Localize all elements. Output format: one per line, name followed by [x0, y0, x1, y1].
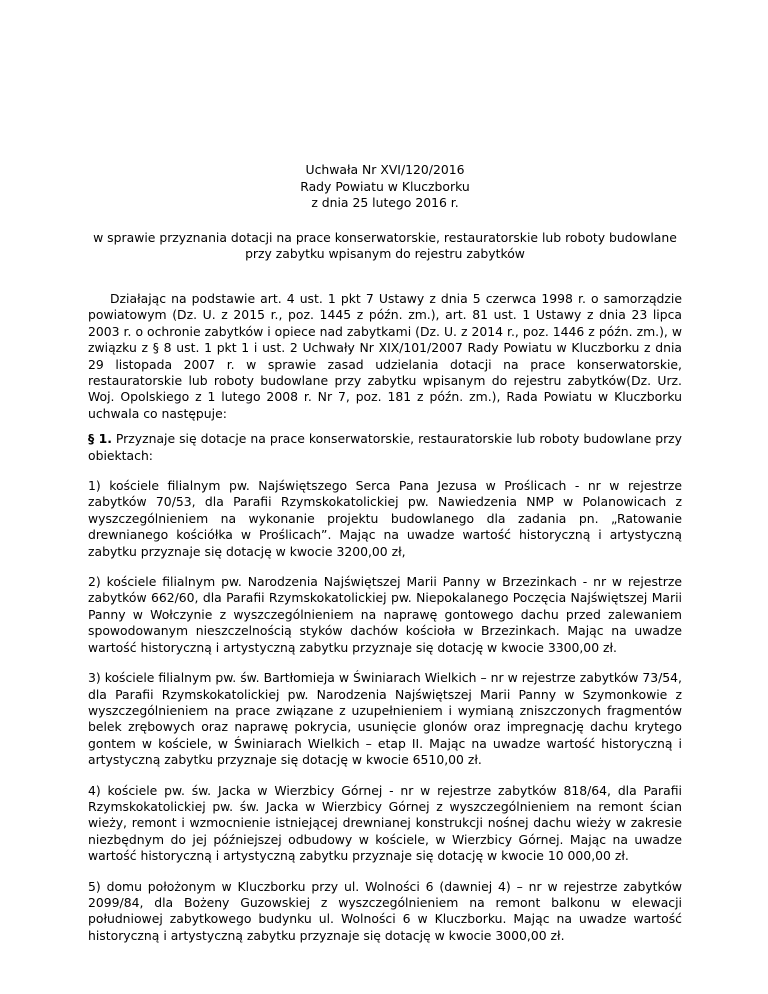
- list-item: 2) kościele filialnym pw. Narodzenia Najświętszej Marii Panny w Brzezinkach - nr w rejestrze zabytków 662/60, dla Parafii Rzymskokatolickiej pw. Niepokalanego Poczęcia Najświętszej Marii Panny w Wołczynie z wyszczególnieniem na naprawę gontowego dachu przed zalewaniem spowodowanym nieszczelnością styków dachów kościoła w Brzezinkach. Mając na uwadze wartość historyczną i artystyczną zabytku przyznaje się dotację w kwocie 3300,00 zł.: [88, 574, 682, 655]
- section-1-paragraph: [88, 431, 682, 464]
- list-item: 1) kościele filialnym pw. Najświętszego Serca Pana Jezusa w Proślicach - nr w rejestrze zabytków 70/53, dla Parafii Rzymskokatolickiej pw. Nawiedzenia NMP w Polanowicach z wyszczególnieniem na wykonanie projektu budowlanego dla zadania pn. „Ratowanie drewnianego kościółka w Proślicach”. Mając na uwadze wartość historyczną i artystyczną zabytku przyznaje się dotację w kwocie 3200,00 zł,: [88, 478, 682, 559]
- document-page: [88, 162, 682, 944]
- legal-basis-paragraph: Działając na podstawie art. 4 ust. 1 pkt 7 Ustawy z dnia 5 czerwca 1998 r. o samorządzie powiatowym (Dz. U. z 2015 r., poz. 1445 z późn. zm.), art. 81 ust. 1 Ustawy z dnia 23 lipca 2003 r. o ochronie zabytków i opiece nad zabytkami (Dz. U. z 2014 r., poz. 1446 z późn. zm.), w związku z § 8 ust. 1 pkt 1 i ust. 2 Uchwały Nr XIX/101/2007 Rady Powiatu w Kluczborku z dnia 29 listopada 2007 r. w sprawie zasad udzielania dotacji na prace konserwatorskie, restauratorskie lub roboty budowlane przy zabytku wpisanym do rejestru zabytków(Dz. Urz. Woj. Opolskiego z 1 lutego 2008 r. Nr 7, poz. 181 z późn. zm.), Rada Powiatu w Kluczborku uchwala co następuje:: [88, 290, 682, 421]
- resolution-number: Uchwała Nr XVI/120/2016: [305, 162, 465, 177]
- resolution-council: Rady Powiatu w Kluczborku: [300, 178, 470, 194]
- list-item: 4) kościele pw. św. Jacka w Wierzbicy Górnej - nr w rejestrze zabytków 818/64, dla Parafii Rzymskokatolickiej pw. św. Jacka w Wierzbicy Górnej z wyszczególnieniem na remont ścian wieży, remont i wzmocnienie istniejącej drewnianej konstrukcji nośnej dachu wieży w zakresie niezbędnym do jej późniejszej odbudowy w kościele, w Wierzbicy Górnej. Mając na uwadze wartość historyczną i artystyczną zabytku przyznaje się dotację w kwocie 10 000,00 zł.: [88, 782, 682, 864]
- section-1-text: Przyznaje się dotacje na prace konserwatorskie, restauratorskie lub roboty budowlane przy obiektach:: [88, 431, 682, 463]
- list-item: 3) kościele filialnym pw. św. Bartłomieja w Świniarach Wielkich – nr w rejestrze zabytków 73/54, dla Parafii Rzymskokatolickiej pw. Narodzenia Najświętszej Marii Panny w Szymonkowie z wyszczególnieniem na prace związane z uzupełnieniem i wymianą zniszczonych fragmentów belek zrębowych oraz naprawę pokrycia, usunięcie glonów oraz impregnację dachu krytego gontem w kościele, w Świniarach Wielkich – etap II. Mając na uwadze wartość historyczną i artystyczną zabytku przyznaje się dotację w kwocie 6510,00 zł.: [88, 670, 682, 768]
- list-item: 5) domu położonym w Kluczborku przy ul. Wolności 6 (dawniej 4) – nr w rejestrze zabytków 2099/84, dla Bożeny Guzowskiej z wyszczególnieniem na remont balkonu w elewacji południowej zabytkowego budynku ul. Wolności 6 w Kluczborku. Mając na uwadze wartość historyczną i artystyczną zabytku przyznaje się dotację w kwocie 3000,00 zł.: [88, 878, 682, 943]
- section-1-label: § 1.: [88, 431, 112, 447]
- resolution-header: [88, 162, 682, 212]
- resolution-date: z dnia 25 lutego 2016 r.: [311, 195, 459, 211]
- resolution-subject: w sprawie przyznania dotacji na prace konserwatorskie, restauratorskie lub roboty budowlane przy zabytku wpisanym do rejestru zabytków: [93, 229, 677, 262]
